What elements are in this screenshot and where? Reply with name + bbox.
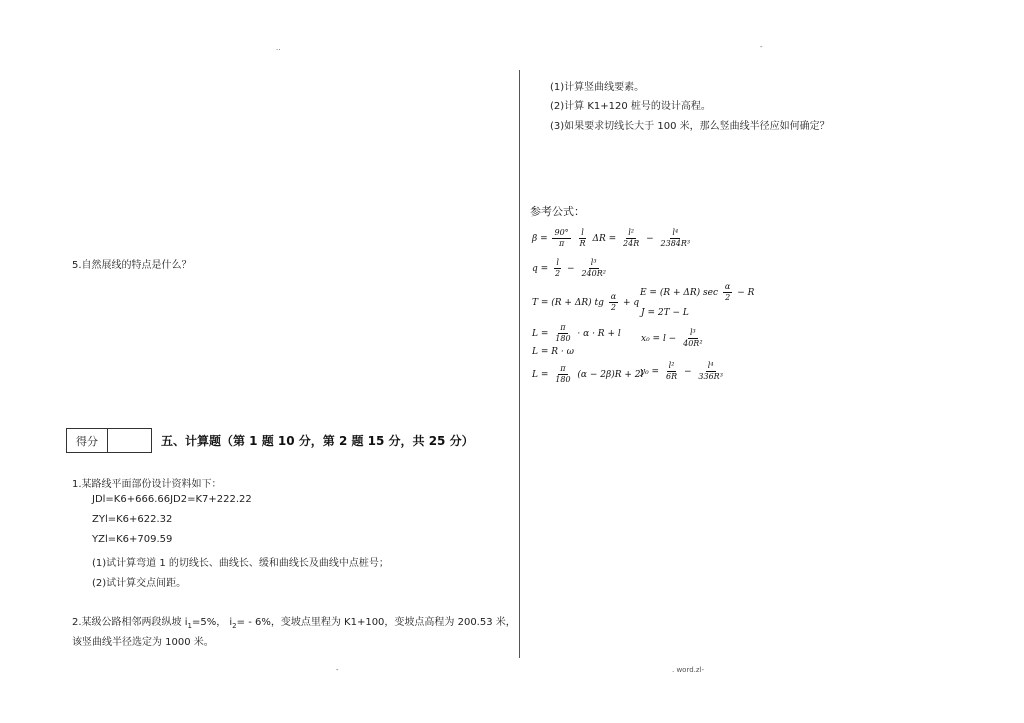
formula-beta-deltaR <box>532 228 694 249</box>
problem-1-task-2: (2)试计算交点间距。 <box>92 578 187 589</box>
problem-1-zy: ZYl=K6+622.32 <box>92 514 173 525</box>
L1-frac <box>553 323 572 344</box>
E-den: 2 <box>725 293 731 302</box>
deltaR-num-1: l² <box>628 228 634 237</box>
T-num: α <box>610 292 617 301</box>
formula-L-2: L = R · ω <box>532 347 574 357</box>
right-task-2: (2)计算 K1+120 桩号的设计高程。 <box>550 101 711 112</box>
formula-T <box>532 292 639 313</box>
beta-lhs: β = <box>532 234 548 244</box>
x0-den: 40R² <box>683 339 703 348</box>
right-task-3: (3)如果要求切线长大于 100 米，那么竖曲线半径应如何确定？ <box>550 121 830 132</box>
L3-num: π <box>560 364 566 373</box>
L3-den: 180 <box>555 375 571 384</box>
L1-num: π <box>560 323 566 332</box>
T-frac <box>609 292 618 313</box>
problem-1-task-1: (1)试计算弯道 1 的切线长、曲线长、缓和曲线长及曲线中点桩号； <box>92 558 389 569</box>
q-minus: − <box>567 264 575 274</box>
footer-right-mark: . word.zl- <box>672 666 705 674</box>
formula-y0 <box>640 361 727 382</box>
problem-2-text-c: = - 6%，变坡点里程为 K1+100，变坡点高程为 200.53 米， <box>236 617 516 628</box>
footer-left-mark: - <box>336 666 339 674</box>
T-left: T = (R + ΔR) tg <box>532 298 604 308</box>
problem-2-text-a: 2.某级公路相邻两段纵坡 i <box>72 617 188 628</box>
score-label: 得分 <box>67 429 108 452</box>
E-left: E = (R + ΔR) sec <box>640 288 719 298</box>
q-num-1: l <box>556 258 559 267</box>
beta-den: π <box>558 239 565 248</box>
T-den: 2 <box>610 303 616 312</box>
q-den-2: 240R² <box>581 269 606 278</box>
problem-2-line-2: 该竖曲线半径选定为 1000 米。 <box>72 637 214 648</box>
deltaR-minus: − <box>646 234 654 244</box>
ls-den: R <box>579 239 586 248</box>
L1-lhs: L = <box>532 329 549 339</box>
deltaR-frac-2 <box>659 228 693 249</box>
y0-den-1: 6R <box>665 372 678 381</box>
formula-E <box>640 282 754 303</box>
problem-1-intro: 1.某路线平面部份设计资料如下： <box>72 479 222 490</box>
header-left-mark: .. <box>276 44 281 52</box>
x0-lhs: x₀ = l − <box>641 334 677 344</box>
y0-frac-2 <box>696 361 725 382</box>
formula-J: J = 2T − L <box>641 308 689 318</box>
q-lhs: q = <box>532 264 549 274</box>
problem-2-sub-1: 1 <box>187 622 192 630</box>
x0-frac <box>681 328 704 349</box>
x0-num: l³ <box>689 328 696 337</box>
formula-L-3 <box>532 364 643 385</box>
E-frac <box>723 282 732 303</box>
q-den-1: 2 <box>555 269 561 278</box>
formula-title: 参考公式： <box>530 205 585 218</box>
y0-frac-1 <box>664 361 679 382</box>
L3-lhs: L = <box>532 370 549 380</box>
problem-2-text-b: =5%， i <box>191 617 233 628</box>
problem-2-sub-2: 2 <box>232 622 237 630</box>
beta-num: 90° <box>554 228 569 237</box>
deltaR-den-1: 24R <box>623 239 640 248</box>
ls-num: l <box>581 228 584 237</box>
L3-frac <box>553 364 572 385</box>
T-right: + q <box>623 298 640 308</box>
problem-1-jd: JDl=K6+666.66JD2=K7+222.22 <box>92 494 252 505</box>
y0-lhs: y₀ = <box>640 367 660 377</box>
formula-x0 <box>641 328 707 349</box>
beta-frac <box>552 228 570 249</box>
E-num: α <box>724 282 731 291</box>
E-right: − R <box>737 288 755 298</box>
L1-rhs: · α · R + l <box>577 329 621 339</box>
q-num-2: l³ <box>590 258 597 267</box>
y0-num-2: l⁴ <box>707 361 714 370</box>
L1-den: 180 <box>555 334 571 343</box>
column-divider <box>519 70 520 658</box>
ls-frac <box>578 228 588 249</box>
problem-2-line-1 <box>72 613 516 630</box>
score-box <box>66 428 152 453</box>
right-task-1: (1)计算竖曲线要素。 <box>550 82 645 93</box>
q-frac-1 <box>553 258 562 279</box>
question-5: 5.自然展线的特点是什么？ <box>72 260 192 271</box>
formula-L-1 <box>532 323 621 344</box>
deltaR-num-2: l⁴ <box>672 228 679 237</box>
header-right-mark: - <box>760 43 763 51</box>
deltaR-frac-1 <box>621 228 641 249</box>
y0-num-1: l² <box>668 361 675 370</box>
section-title: 五、计算题（第 1 题 10 分，第 2 题 15 分，共 25 分） <box>161 434 474 448</box>
deltaR-den-2: 2384R³ <box>660 239 691 248</box>
formula-q <box>532 258 610 279</box>
y0-den-2: 336R³ <box>698 372 723 381</box>
q-frac-2 <box>579 258 608 279</box>
y0-minus: − <box>683 367 692 377</box>
problem-1-yz: YZl=K6+709.59 <box>92 534 173 545</box>
deltaR-lhs: ΔR = <box>592 234 617 244</box>
L3-rhs: (α − 2β)R + 2l <box>577 370 644 380</box>
